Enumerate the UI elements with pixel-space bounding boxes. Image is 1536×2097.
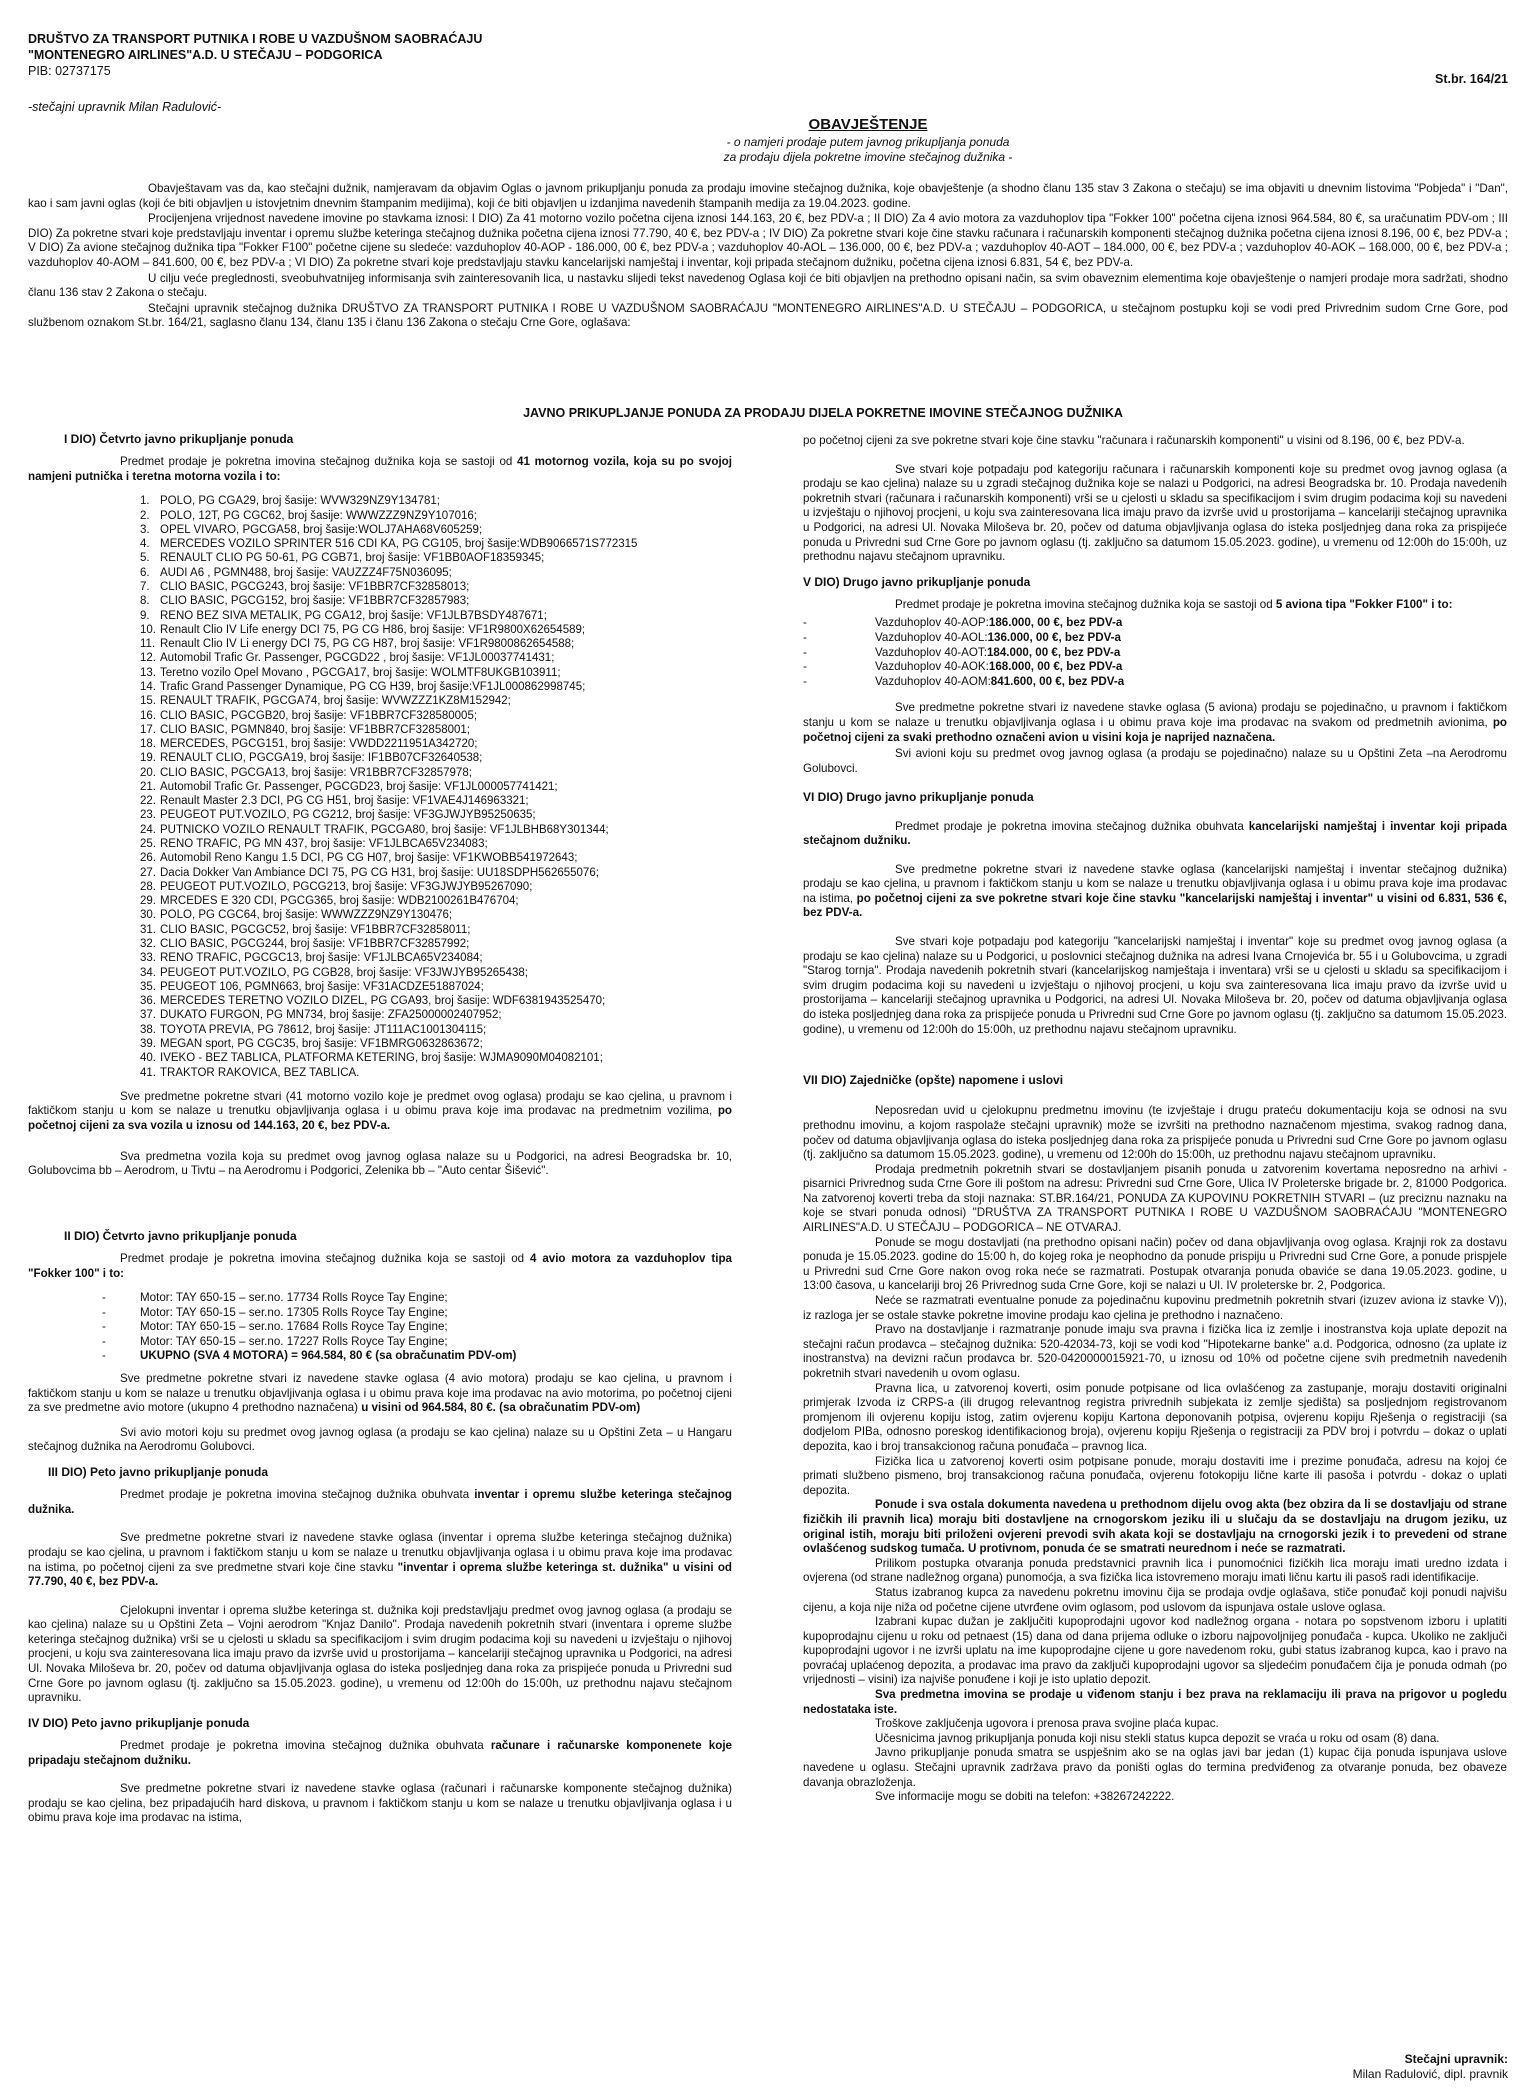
- org-pib: PIB: 02737175: [28, 63, 111, 78]
- part4-heading: IV DIO) Peto javno prikupljanje ponuda: [28, 1715, 250, 1730]
- vehicle-number: 9.: [140, 609, 150, 622]
- aircraft-name: Vazduhoplov 40-AOL:: [875, 631, 988, 645]
- vehicle-number: 28.: [140, 880, 156, 893]
- vehicle-item: [28, 1023, 732, 1037]
- vehicle-item: [28, 851, 732, 865]
- list-dash: -: [803, 616, 807, 630]
- document-header: [28, 32, 628, 79]
- vehicle-item: [28, 1037, 732, 1051]
- vehicle-number: 18.: [140, 738, 156, 751]
- vehicle-number: 29.: [140, 895, 156, 908]
- right-column: [803, 434, 1507, 1805]
- aircraft-price: 184.000, 00 €, bez PDV-a: [986, 645, 1121, 659]
- vehicle-number: 36.: [140, 995, 156, 1008]
- part7-paragraph: Izabrani kupac dužan je zaključiti kupoprodajni ugovor kod nadležnog organa - notara po sopstvenom izboru i uplatiti kupoprodajnu cijenu u roku od petnaest (15) dana od dana prijema odluke o izboru najpovoljnijeg ponuđača - kupca. Ukoliko ne zaključi kupoprodajni ugovor i ne izvrši uplatu na ime kupoprodajne cijene u gore navedenom roku, gubi status izabranog kupca, kao i pravo na povraćaj uplaćenog depozita, a prodavac ima pravo da zaključi kupoprodajni ugovor sa sljedećim ponuđačem čija je ponuda odmah (po vrijednosti – visini) iza najviše ponuđene i koji je isto uplatio depozit.: [803, 1615, 1507, 1687]
- signature-block: [1353, 2052, 1508, 2082]
- vehicle-text: Teretno vozilo Opel Movano , PGCGA17, broj šasije: WOLMTF8UKGB103911;: [160, 666, 561, 679]
- aircraft-name: Vazduhoplov 40-AOK:: [875, 660, 989, 674]
- vehicle-number: 33.: [140, 952, 156, 965]
- part4-location: Sve stvari koje potpadaju pod kategoriju računara i računarskih komponenti koje su predmet ovog javnog oglasa (a prodaju se kao cjelina) nalaze su u zgradi stečajnog dužnika koje se nalazi u Podgorici, na adresi Beogradska br. 10. Prodaja navedenih pokretnih stvari (računara i računarskih komponenti) vrši se u cjelosti u skladu sa specifikacijom i svim drugim podacima koji su navedeni u izvještaju o njihovoj procjeni, u koju sva zainteresovana lica imaju pravo da izvrše uvid u prostorijama – kancelariji stečajnog upravnika u Podgorici, na adresi Ul. Novaka Miloševa br. 20, počev od datuma objavljivanja oglasa do isteka posljednjeg dana roka za prispijeće ponuda u Privredni sud Crne Gore po javnom oglasu (tj. zaključno sa datumom 15.05.2023. godine), u vremenu od 12:00h do 15:00h, uz prethodnu najavu stečajnom upravniku.: [803, 462, 1507, 564]
- part5-paragraph: Sve predmetne pokretne stvari iz navedene stavke oglasa (5 aviona) prodaju se pojedinačno, u pravnom i faktičkom stanju u kom se nalaze u trenutku objavljivanja oglasa i u obimu prava koje ima prodavac na svakom od predmetnih avionima, po početnoj cijeni za svaki prethodno označeni avion u visini koja je naprijed naznačena.: [803, 701, 1507, 744]
- part6-location: Sve stvari koje potpadaju pod kategoriju "kancelarijski namještaj i inventar" koje su predmet ovog javnog oglasa (a prodaju se kao cjelina) nalaze su u Podgorici, u poslovnici stečajnog dužnika na adresi Ivana Crnojevića br. 55 i u Golubovcima, u zgradi "Starog tornja". Prodaja navedenih pokretnih stvari (kancelarijskog namještaja i inventara) vrši se u cjelosti u skladu sa specifikacijom i svim drugim podacima koji su navedeni u izvještaju o njihovoj procjeni, u koju sva zainteresovana lica imaju pravo da izvrše uvid u prostorijama – kancelariji stečajnog upravnika u Podgorici, na adresi Ul. Novaka Miloševa br. 20, počev od datuma objavljivanja oglasa do isteka posljednjeg dana roka za prispijeće ponuda u Privredni sud Crne Gore po javnom oglasu (tj. zaključno sa datumom 15.05.2023. godine), u vremenu od 12:00h do 15:00h, uz prethodnu najavu stečajnom upravniku.: [803, 935, 1507, 1036]
- vehicle-item: [28, 866, 732, 880]
- part1-heading: I DIO) Četvrto javno prikupljanje ponuda: [64, 432, 294, 446]
- vehicle-number: 20.: [140, 766, 156, 779]
- part7-heading: VII DIO) Zajedničke (opšte) napomene i uslovi: [803, 1073, 1064, 1088]
- list-dash: -: [803, 631, 807, 645]
- vehicle-number: 34.: [140, 966, 156, 979]
- vehicle-number: 24.: [140, 823, 156, 836]
- vehicle-item: [28, 637, 732, 651]
- engine-text: Motor: TAY 650-15 – ser.no. 17684 Rolls Royce Tay Engine;: [140, 1320, 448, 1334]
- vehicle-number: 14.: [140, 680, 156, 693]
- main-heading: JAVNO PRIKUPLJANJE PONUDA ZA PRODAJU DIJELA POKRETNE IMOVINE STEČAJNOG DUŽNIKA: [523, 406, 1123, 420]
- vehicle-item: [28, 794, 732, 808]
- engine-text: Motor: TAY 650-15 – ser.no. 17734 Rolls Royce Tay Engine;: [140, 1291, 448, 1305]
- vehicle-text: RENAULT TRAFIK, PGCGA74, broj šasije: WVWZZZ1KZ8M152942;: [160, 695, 511, 708]
- notice-subtitle-1: - o namjeri prodaje putem javnog prikupljanja ponuda: [726, 134, 1010, 149]
- part7-paragraph: Sva predmetna imovina se prodaje u viđenom stanju i bez prava na reklamaciju ili prava na prigovor u pogledu nedostataka iste.: [803, 1688, 1507, 1716]
- vehicle-text: AUDI A6 , PGMN488, broj šasije: VAUZZZ4F75N036095;: [160, 566, 452, 579]
- vehicle-item: [28, 951, 732, 965]
- vehicle-item: [28, 551, 732, 565]
- vehicle-text: PEUGEOT PUT.VOZILO, PG CG212, broj šasije: VF3GJWJYB95250635;: [160, 809, 536, 822]
- vehicle-item: [28, 594, 732, 608]
- org-name-line2: "MONTENEGRO AIRLINES"A.D. U STEČAJU – PODGORICA: [28, 47, 383, 62]
- notice-title: OBAVJEŠTENJE: [808, 116, 928, 133]
- vehicle-number: 32.: [140, 938, 156, 951]
- vehicle-item: [28, 623, 732, 637]
- part7-paragraph: Prodaja predmetnih pokretnih stvari se dostavljanjem pisanih ponuda u zatvorenim kovertama neposredno na arhivi - pisarnici Privrednog suda Crne Gore ili poštom na adresu: Privredni sud Crne Gore, Ulica IV Proleterske brigade br. 2, 81000 Podgorica. Na zatvorenoj koverti treba da stoji naznaka: ST.BR.164/21, PONUDA ZA KUPOVINU POKRETNIH STVARI – (uz preciznu naznaku na koje se stvari ponuda odnosi) "DRUŠTVA ZA TRANSPORT PUTNIKA I ROBE U VAZDUŠNOM SAOBRAĆAJU "MONTENEGRO AIRLINES"A.D. U STEČAJU – PODGORICA – NE OTVARAJ.: [803, 1162, 1507, 1235]
- aircraft-price: 841.600, 00 €, bez PDV-a: [990, 674, 1125, 688]
- vehicle-number: 40.: [140, 1052, 156, 1065]
- aircraft-name: Vazduhoplov 40-AOM:: [875, 674, 991, 688]
- intro-paragraph: Obavještavam vas da, kao stečajni dužnik, namjeravam da objavim Oglas o javnom prikupljanju ponuda za prodaju imovine stečajnog dužnika, koje obavještenje (a shodno članu 135 stav 3 Zakona o stečaju) se ima objaviti u dnevnim listovima "Pobjeda" i "Dan", kao i sam javni oglas (koji će biti objavljen u istovjetnim dnevnim štampanim medijima), koji će biti objavljen u izdanjima navedenih štampanih medija za 19.04.2023. godine.: [28, 182, 1508, 210]
- engine-text: Motor: TAY 650-15 – ser.no. 17227 Rolls Royce Tay Engine;: [140, 1334, 448, 1348]
- aircraft-price: 186.000, 00 €, bez PDV-a: [988, 616, 1123, 630]
- vehicle-text: CLIO BASIC, PGMN840, broj šasije: VF1BBR7CF32858001;: [160, 723, 471, 736]
- list-dash: -: [102, 1320, 106, 1334]
- part6-paragraph: Sve predmetne pokretne stvari iz navedene stavke oglasa (kancelarijski namještaj i inventar stečajnog dužnika) prodaju se kao cjelina, u pravnom i faktičkom stanju u kom se nalaze u trenutku objavljivanja oglasa i u obimu prava koje ima prodavac na istima, po početnoj cijeni za sve pokretne stvari koje čine stavku "kancelarijski namještaj i inventar" u visini od 6.831, 536 €, bez PDV-a.: [803, 862, 1507, 920]
- notice-title-block: [28, 116, 1508, 165]
- part7-paragraph: Prilikom postupka otvaranja ponuda predstavnici pravnih lica i punomoćnici fizičkih lica moraju imati uredno izdata i ovjerena (od strane nadležnog organa) punomoćja, a sva fizička lica istovremeno moraju imati ličnu kartu ili pasoš radi identifikacije.: [803, 1556, 1507, 1585]
- vehicle-text: TOYOTA PREVIA, PG 78612, broj šasije: JT111AC1001304115;: [160, 1023, 487, 1036]
- vehicle-text: Renault Clio IV Life energy DCI 75, PG CG H86, broj šasije: VF1R9800X62654589;: [160, 623, 586, 636]
- vehicle-text: CLIO BASIC, PGCG152, broj šasije: VF1BBR7CF32857983;: [160, 595, 470, 608]
- notice-page: [28, 32, 1508, 2082]
- vehicle-number: 3.: [140, 523, 150, 536]
- vehicle-item: [28, 780, 732, 794]
- part7-paragraph: Ponude se mogu dostavljati (na prethodno opisani način) počev od dana objavljivanja ovog oglasa. Krajnji rok za dostavu ponuda je 15.05.2023. godine do 15:00 h, do kojeg roka je neophodno da ponude prispiju u Privredni sud Crne Gore, a ponude prispjele u Privredni sud Crne Gore nakon ovog roka neće se razmatrati. Postupak otvaranja ponuda obaviće se dana 19.05.2023. godine, u 13:00 časova, u kancelariji broj 26 Privrednog suda Crne Gore, koji se nalazi u Ul. IV proleterske br. 2, Podgorica.: [803, 1235, 1507, 1293]
- part7-paragraph: Neće se razmatrati eventualne ponude za pojedinačnu kupovinu predmetnih pokretnih stvari (izuzev aviona iz stavke V)), iz razloga jer se ostale stavke pokretne imovine prodaju kao cjelina je prethodno i naznačeno.: [803, 1294, 1507, 1322]
- vehicle-item: [28, 566, 732, 580]
- engine-item: [28, 1291, 732, 1306]
- engine-list: [28, 1291, 732, 1364]
- vehicle-number: 5.: [140, 552, 150, 565]
- vehicle-number: 16.: [140, 709, 156, 722]
- part7-paragraph: Ponude i sva ostala dokumenta navedena u prethodnom dijelu ovog akta (bez obzira da li se dostavljaju od strane fizičkih ili pravnih lica) moraju biti dostavljene na crnogorskom jeziku ili u slučaju da se dostavljaju na drugom jeziku, uz original istih, moraju biti priloženi ovjereni prevodi svih akata koji se dostavljaju na crnogorski jezik i to prevedeni od strane ovlašćenog sudskog tumača. U protivnom, ponuda će se smatrati neurednom i neće se razmatrati.: [803, 1498, 1507, 1556]
- vehicle-text: Renault Clio IV Li energy DCI 75, PG CG H87, broj šasije: VF1R9800862654588;: [160, 638, 575, 651]
- case-number: St.br. 164/21: [1435, 72, 1508, 86]
- vehicle-number: 8.: [140, 595, 150, 608]
- list-dash: -: [803, 674, 807, 688]
- list-dash: -: [803, 660, 807, 674]
- part7-paragraph: Pravo na dostavljanje i razmatranje ponude imaju sva pravna i fizička lica iz zemlje i inostranstva koja uplate depozit na stečajni račun prodavca – stečajnog dužnika: 520-42034-73, koji se vodi kod "Hipotekarne banke" a.d. Podgorica, odnosno (za uplate iz inostranstva) na devizni račun prodavca br. 520-0420000015921-70, u iznosu od 10% od početne cijene svih predmetnih navedenih pokretnih stvari navedenih u ovom oglasu.: [803, 1323, 1507, 1381]
- vehicle-item: [28, 1051, 732, 1065]
- engine-item: [28, 1320, 732, 1335]
- vehicle-text: CLIO BASIC, PGCGC52, broj šasije: VF1BBR7CF32858011;: [160, 923, 471, 936]
- vehicle-item: [28, 694, 732, 708]
- part3-location: Cjelokupni inventar i oprema službe keteringa st. dužnika koji predstavljaju predmet ovog javnog oglasa (a prodaju se kao cjelina) nalaze su u Opštini Zeta – Vojni aerodrom "Knjaz Danilo". Prodaja navedenih pokretnih stvari (inventara i opreme službe keteringa stečajnog dužnika) vrši se u cjelosti u skladu sa specifikacijom i svim drugim podacima koji su navedeni u izvještaju o njihovoj procjeni, u koju sva zainteresovana lica imaju pravo da izvrše uvid u prostorijama – kancelariji stečajnog upravnika u Podgorici, na adresi Ul. Novaka Miloševa br. 20, počev od datuma objavljivanja oglasa do isteka posljednjeg dana roka za prispijeće ponuda u Privredni sud Crne Gore po javnom oglasu (tj. zaključno sa 15.05.2023. godine), u vremenu od 12:00h do 15:00h, uz prethodnu najavu stečajnom upravniku.: [28, 1603, 732, 1705]
- aircraft-item: [803, 675, 1507, 690]
- part7-paragraph: Sve informacije mogu se dobiti na telefon: +38267242222.: [875, 1790, 1175, 1804]
- aircraft-item: [803, 646, 1507, 661]
- part5-location: Svi avioni koju su predmet ovog javnog oglasa (a prodaju se pojedinačno) nalaze su u Opštini Zeta –na Aerodromu Golubovci.: [803, 747, 1507, 775]
- vehicle-item: [28, 908, 732, 922]
- engine-total: [28, 1349, 732, 1364]
- vehicle-text: RENAULT CLIO PG 50-61, PG CGB71, broj šasije: VF1BB0AOF18359345;: [160, 552, 545, 565]
- vehicle-number: 38.: [140, 1023, 156, 1036]
- vehicle-item: [28, 994, 732, 1008]
- part3-paragraph: Sve predmetne pokretne stvari iz navedene stavke oglasa (inventar i oprema službe keteringa stečajnog dužnika) prodaju se kao cjelina, u pravnom i faktičkom stanju u kom se nalaze u trenutku objavljivanja oglasa i u obimu prava koje ima prodavac na istima, po početnoj cijeni za sve predmetne stvari koje čine stavku "inventar i oprema službe keteringa st. dužnika" u visini od 77.790, 40 €, bez PDV-a.: [28, 1531, 732, 1589]
- vehicle-item: [28, 837, 732, 851]
- vehicle-text: MERCEDES TERETNO VOZILO DIZEL, PG CGA93, broj šasije: WDF6381943525470;: [160, 995, 606, 1008]
- part5-paragraph: Predmet prodaje je pokretna imovina stečajnog dužnika koja se sastoji od 5 aviona tipa "Fokker F100" i to:: [895, 597, 1453, 611]
- vehicle-number: 22.: [140, 795, 156, 808]
- vehicle-number: 10.: [140, 623, 156, 636]
- notice-subtitle-2: za prodaju dijela pokretne imovine stečajnog dužnika -: [723, 150, 1013, 164]
- vehicle-item: [28, 766, 732, 780]
- vehicle-text: CLIO BASIC, PGCGA13, broj šasije: VR1BBR7CF32857978;: [160, 766, 472, 779]
- vehicle-number: 31.: [140, 923, 156, 936]
- part7-paragraph: Fizička lica u zatvorenoj koverti osim potpisane ponude, moraju dostaviti ime i prezime ponuđača, adresu na kojoj će primati službeno pismeno, broj transakcionog računa ponuđača, ovjerenu fotokopiju lične karte ili pasoša i potvrdu - dokaz o uplati depozita.: [803, 1454, 1507, 1497]
- vehicle-number: 11.: [140, 638, 156, 651]
- vehicle-text: PUTNICKO VOZILO RENAULT TRAFIK, PGCGA80, broj šasije: VF1JLBHB68Y301344;: [160, 823, 609, 836]
- engine-text: Motor: TAY 650-15 – ser.no. 17305 Rolls Royce Tay Engine;: [140, 1305, 448, 1319]
- vehicle-text: MRCEDES E 320 CDI, PGCG365, broj šasije: WDB2100261B476704;: [160, 895, 519, 908]
- vehicle-text: Automobil Reno Kangu 1.5 DCI, PG CG H07, broj šasije: VF1KWOBB541972643;: [160, 852, 578, 865]
- part3-heading: III DIO) Peto javno prikupljanje ponuda: [48, 1465, 269, 1480]
- part2-heading: II DIO) Četvrto javno prikupljanje ponuda: [64, 1228, 297, 1243]
- part1-location: Sva predmetna vozila koja su predmet ovog javnog oglasa nalaze su u Podgorici, na adresi Beogradska br. 10, Golubovcima bb – Aerodrom, u Tivtu – na Aerodromu i Podgorici, Zelenika bb – "Auto centar Šišević".: [28, 1149, 732, 1178]
- vehicle-number: 27.: [140, 866, 156, 879]
- vehicle-text: PEUGEOT PUT.VOZILO, PGCG213, broj šasije: VF3GJWJYB95267090;: [160, 880, 533, 893]
- vehicle-item: [28, 880, 732, 894]
- intro-paragraph: Procijenjena vrijednost navedene imovine po stavkama iznosi: I DIO) Za 41 motorno vozilo početna cijena iznosi 144.163, 20 €, bez PDV-a ; II DIO) Za 4 avio motora za vazduhoplov tipa "Fokker 100" početna cijena iznosi 964.584, 80 €, sa uračunatim PDV-om ; III DIO) Za pokretne stvari koje predstavljaju inventar i opremu službe keteringa stečajnog dužnika početna cijena iznosi 77.790, 40 €, bez PDV-a ; IV DIO) Za pokretne stvari koje čine stavku računara i računarskih komponenti stečajnog dužnika početna cijena iznosi 8.196, 00 €, bez PDV-a ; V DIO) Za avione stečajnog dužnika tipa "Fokker F100" početne cijene su sledeće: vazduhoplov 40-AOP - 186.000, 00 €, bez PDV-a ; vazduhoplov 40-AOL – 136.000, 00 €, bez PDV-a ; vazduhoplov 40-AOT – 184.000, 00 €, bez PDV-a ; vazduhoplov 40-AOK – 168.000, 00 €, bez PDV-a ; vazduhoplov 40-AOM – 841.600, 00 €, bez PDV-a ; VI DIO) Za pokretne stvari koje predstavljaju stavku kancelarijski namještaj i inventar, koji pripada stečajnom dužniku, početna cijena iznosi 6.831, 54 €, bez PDV-a.: [28, 212, 1508, 269]
- vehicle-item: [28, 537, 732, 551]
- vehicle-item: [28, 966, 732, 980]
- engine-item: [28, 1306, 732, 1321]
- aircraft-item: [803, 660, 1507, 675]
- vehicle-number: 15.: [140, 695, 156, 708]
- vehicle-number: 41.: [140, 1066, 156, 1079]
- part2-paragraph: Predmet prodaje je pokretna imovina stečajnog dužnika koja se sastoji od 4 avio motora za vazduhoplov tipa "Fokker 100" i to:: [28, 1251, 732, 1280]
- vehicle-item: [28, 666, 732, 680]
- aircraft-price: 136.000, 00 €, bez PDV-a: [987, 631, 1121, 645]
- vehicle-text: CLIO BASIC, PGCGB20, broj šasije: VF1BBR7CF328580005;: [160, 709, 478, 722]
- vehicle-text: POLO, PG CGC64, broj šasije: WWWZZZ9NZ9Y130476;: [160, 909, 453, 922]
- aircraft-name: Vazduhoplov 40-AOT:: [875, 645, 987, 659]
- vehicle-item: [28, 651, 732, 665]
- aircraft-item: [803, 631, 1507, 646]
- vehicle-text: CLIO BASIC, PGCG243, broj šasije: VF1BBR7CF32858013;: [160, 580, 470, 593]
- vehicle-text: Renault Master 2.3 DCI, PG CG H51, broj šasije: VF1VAE4J146963321;: [160, 795, 529, 808]
- vehicle-item: [28, 737, 732, 751]
- vehicle-item: [28, 494, 732, 508]
- part7-paragraph: Neposredan uvid u cjelokupnu predmetnu imovinu (te izvještaje i drugu prateću dokumentaciju koja se odnosi na svu prethodnu imovinu, a kojom raspolaže stečajni upravnik) može se izvršiti na prethodno naznačenom mjestima, svakog radnog dana, počev od datuma objavljivanja oglasa do isteka posljednjeg dana roka za prispijeće ponuda u Privredni sud Crne Gore po javnom oglasu (tj. zaključno sa datumom 15.05.2023. godine), u vremenu od 12:00h do 15:00h, uz prethodnu najavu stečajnom upravniku.: [803, 1104, 1507, 1162]
- vehicle-number: 37.: [140, 1009, 156, 1022]
- part4-paragraph: Predmet prodaje je pokretna imovina stečajnog dužnika obuhvata računare i računarske komponenete koje pripadaju stečajnom dužniku.: [28, 1738, 732, 1767]
- vehicle-text: Trafic Grand Passenger Dynamique, PG CG H39, broj šasije:VF1JL000862998745;: [160, 680, 586, 693]
- vehicle-number: 13.: [140, 666, 156, 679]
- vehicle-text: Dacia Dokker Van Ambiance DCI 75, PG CG H31, broj šasije: UU18SDPH562655076;: [160, 866, 599, 879]
- part7-paragraph: Javno prikupljanje ponuda smatra se uspješnim ako se na oglas javi bar jedan (1) kupac čija ponuda ispunjava uslove navedene u oglasu. Stečajni upravnik zadržava pravo da poništi oglas do termina predviđenog za otvaranje ponuda, bez obaveze davanja obrazloženja.: [803, 1746, 1507, 1789]
- intro-paragraph: Stečajni upravnik stečajnog dužnika DRUŠTVO ZA TRANSPORT PUTNIKA I ROBE U VAZDUŠNOM SAOBRAĆAJU "MONTENEGRO AIRLINES"A.D. U STEČAJU – PODGORICA, u stečajnom postupku koji se vodi pred Privrednim sudom Crne Gore, pod službenom oznakom St.br. 164/21, saglasno članu 134, članu 135 i članu 136 Zakona o stečaju Crne Gore, oglašava:: [28, 301, 1508, 330]
- part2-location: Svi avio motori koju su predmet ovog javnog oglasa (a prodaju se kao cjelina) nalaze su u Opštini Zeta – u Hangaru stečajnog dužnika na Aerodromu Golubovci.: [28, 1425, 732, 1454]
- vehicle-number: 1.: [140, 495, 150, 508]
- vehicle-text: TRAKTOR RAKOVICA, BEZ TABLICA.: [160, 1066, 360, 1079]
- intro-section: [28, 182, 1508, 332]
- engine-total-text: UKUPNO (SVA 4 MOTORA) = 964.584, 80 € (sa obračunatim PDV-om): [140, 1349, 517, 1363]
- vehicle-item: [28, 808, 732, 822]
- vehicle-item: [28, 923, 732, 937]
- part1-paragraph: Predmet prodaje je pokretna imovina stečajnog dužnika koja se sastoji od 41 motornog vozila, koja su po svojoj namjeni putnička i teretna motorna vozila i to:: [28, 455, 732, 483]
- vehicle-item: [28, 980, 732, 994]
- vehicle-number: 12.: [140, 652, 156, 665]
- vehicle-item: [28, 523, 732, 537]
- aircraft-price: 168.000, 00 €, bez PDV-a: [988, 660, 1123, 674]
- part1-paragraph: Sve predmetne pokretne stvari (41 motorno vozilo koje je predmet ovog oglasa) prodaju se kao cjelina, u pravnom i faktičkom stanju u kom se nalaze u trenutku objavljivanja oglasa i u obimu prava koje ima prodavac na predmetnim vozilima, po početnoj cijeni za sva vozila u iznosu od 144.163, 20 €, bez PDV-a.: [28, 1089, 732, 1133]
- vehicle-text: MERCEDES, PGCG151, broj šasije: VWDD2211951A342720;: [160, 738, 478, 751]
- part7-paragraph: Pravna lica, u zatvorenoj koverti, osim ponude potpisane od lica ovlašćenog za zastupanje, moraju dostaviti originalni primjerak Izvoda iz CRPS-a (ili drugog relevantnog registra privrednih subjekata iz zemlje sjedišta) sa posljednjom registrovanom promjenom ili ovjerenu kopiju istog, zatim ovjerenu kopiju Kartona deponovanih potpisa, ovjerenu kopiju Rješenja o registraciji (sa dodjelom PIBa, odnosno poreskog identifikacionog broja), ovjerenu kopiju Rješenja o registraciji za PDV broj i potvrdu – dokaz o uplati depozita, kao i broj transakcionog računa ponuđača – pravnog lica.: [803, 1381, 1507, 1453]
- part7-paragraph: Status izabranog kupca za navedenu pokretnu imovinu čija se prodaja ovdje oglašava, stiče ponuđač koji ponudi najvišu cijenu, a koja nije niža od početne cijene utvrđene ovim oglasom, pod uslovom da ispunjava ostale uslove oglasa.: [803, 1585, 1507, 1614]
- part6-paragraph: Predmet prodaje je pokretna imovina stečajnog dužnika obuhvata kancelarijski namještaj i inventar koji pripada stečajnom dužniku.: [803, 819, 1508, 848]
- vehicle-number: 7.: [140, 580, 150, 593]
- org-name-line1: DRUŠTVO ZA TRANSPORT PUTNIKA I ROBE U VAZDUŠNOM SAOBRAĆAJU: [28, 32, 483, 46]
- vehicle-item: [28, 894, 732, 908]
- vehicle-text: POLO, PG CGA29, broj šasije: WVW329NZ9Y134781;: [160, 495, 440, 508]
- vehicle-number: 17.: [140, 723, 156, 736]
- vehicle-text: RENAULT CLIO, PGCGA19, broj šasije: IF1BB07CF32640538;: [160, 752, 483, 765]
- part5-heading: V DIO) Drugo javno prikupljanje ponuda: [803, 574, 1031, 589]
- vehicle-text: CLIO BASIC, PGCG244, broj šasije: VF1BBR7CF32857992;: [160, 938, 470, 951]
- vehicle-text: Automobil Trafic Gr. Passenger, PGCGD23, broj šasije: VF1JL000057741421;: [160, 780, 558, 793]
- vehicle-number: 25.: [140, 838, 156, 851]
- vehicle-item: [28, 937, 732, 951]
- part3-paragraph: Predmet prodaje je pokretna imovina stečajnog dužnika obuhvata inventar i opremu službe keteringa stečajnog dužnika.: [28, 1488, 732, 1516]
- vehicle-list: [28, 494, 732, 1080]
- part4-price: po početnoj cijeni za sve pokretne stvari koje čine stavku "računara i računarskih komponenti" u visini od 8.196, 00 €, bez PDV-a.: [803, 434, 1465, 447]
- vehicle-item: [28, 709, 732, 723]
- vehicle-number: 26.: [140, 852, 156, 865]
- vehicle-text: Automobil Trafic Gr. Passenger, PGCGD22 , broj šasije: VF1JL00037741431;: [160, 652, 555, 665]
- list-dash: -: [102, 1291, 106, 1305]
- aircraft-list: [803, 616, 1507, 689]
- aircraft-name: Vazduhoplov 40-AOP:: [875, 616, 989, 630]
- vehicle-number: 35.: [140, 980, 156, 993]
- intro-paragraph: U cilju veće preglednosti, sveobuhvatnijeg informisanja svih zainteresovanih lica, u nastavku slijedi tekst navedenog Oglasa koji će biti objavljen na prethodno opisani način, sa svim obaveznim elementima koje obavještenje o namjeri prodaje mora sadržati, shodno članu 136 stav 2 Zakona o stečaju.: [28, 271, 1508, 300]
- vehicle-item: [28, 680, 732, 694]
- vehicle-number: 4.: [140, 538, 150, 551]
- part7-paragraph: Troškove zaključenja ugovora i prenosa prava svojine plaća kupac.: [875, 1717, 1219, 1731]
- signature-name: Milan Radulović, dipl. pravnik: [1352, 2066, 1508, 2081]
- vehicle-text: OPEL VIVARO, PGCGA58, broj šasije:WOLJ7AHA68V605259;: [160, 523, 483, 536]
- vehicle-text: DUKATO FURGON, PG MN734, broj šasije: ZFA25000002407952;: [160, 1009, 502, 1022]
- vehicle-item: [28, 580, 732, 594]
- vehicle-text: PEUGEOT PUT.VOZILO, PG CGB28, broj šasije: VF3JWJYB95265438;: [160, 966, 528, 979]
- administrator-line: -stečajni upravnik Milan Radulović-: [28, 100, 222, 114]
- part7-paragraph: Učesnicima javnog prikupljanja ponuda koji nisu stekli status kupca depozit se vraća u roku od osam (8) dana.: [875, 1731, 1440, 1745]
- list-dash: -: [803, 645, 807, 659]
- part2-paragraph: Sve predmetne pokretne stvari iz navedene stavke oglasa (4 avio motora) prodaju se kao cjelina, u pravnom i faktičkom stanju u kom se nalaze u trenutku objavljivanja oglasa i u obimu prava koje ima prodavac na avio motorima, po početnoj cijeni za sve predmetne avio motore (ukupno 4 prethodno naznačena) u visini od 964.584, 80 €. (sa obračunatim PDV-om): [28, 1372, 732, 1415]
- vehicle-item: [28, 509, 732, 523]
- aircraft-item: [803, 616, 1507, 631]
- part7-body: [803, 1104, 1507, 1805]
- signature-label: Stečajni upravnik:: [1404, 2051, 1508, 2066]
- vehicle-number: 21.: [140, 780, 156, 793]
- list-dash: -: [102, 1334, 106, 1348]
- vehicle-text: IVEKO - BEZ TABLICA, PLATFORMA KETERING, broj šasije: WJMA9090M04082101;: [160, 1052, 603, 1065]
- vehicle-item: [28, 609, 732, 623]
- vehicle-number: 23.: [140, 809, 156, 822]
- vehicle-item: [28, 723, 732, 737]
- vehicle-text: PEUGEOT 106, PGMN663, broj šasije: VF31ACDZE51887024;: [160, 980, 484, 993]
- vehicle-text: RENO TRAFIC, PG MN 437, broj šasije: VF1JLBCA65V234083;: [160, 838, 488, 851]
- vehicle-item: [28, 1008, 732, 1022]
- list-dash: -: [102, 1305, 106, 1319]
- engine-item: [28, 1335, 732, 1350]
- vehicle-number: 2.: [140, 509, 150, 522]
- vehicle-item: [28, 1066, 732, 1080]
- list-dash: -: [102, 1349, 106, 1363]
- vehicle-text: RENO BEZ SIVA METALIK, PG CGA12, broj šasije: VF1JLB7BSDY487671;: [160, 609, 547, 622]
- vehicle-number: 6.: [140, 566, 150, 579]
- vehicle-text: MEGAN sport, PG CGC35, broj šasije: VF1BMRG0632863672;: [160, 1037, 483, 1050]
- vehicle-number: 19.: [140, 752, 156, 765]
- vehicle-item: [28, 823, 732, 837]
- vehicle-number: 30.: [140, 909, 156, 922]
- part6-heading: VI DIO) Drugo javno prikupljanje ponuda: [803, 790, 1034, 805]
- vehicle-text: RENO TRAFIC, PGCGC13, broj šasije: VF1JLBCA65V234084;: [160, 952, 483, 965]
- vehicle-number: 39.: [140, 1037, 156, 1050]
- vehicle-text: MERCEDES VOZILO SPRINTER 516 CDI KA, PG CG105, broj šasije:WDB9066571S772315: [160, 538, 638, 551]
- part4-paragraph: Sve predmetne pokretne stvari iz navedene stavke oglasa (računari i računarske komponente stečajnog dužnika) prodaju se kao cjelina, bez pripadajućih hard diskova, u pravnom i faktičkom stanju u kom se nalaze u trenutku objavljivanja oglasa i u obimu prava koje ima prodavac na istima,: [28, 1782, 732, 1825]
- vehicle-item: [28, 751, 732, 765]
- vehicle-text: POLO, 12T, PG CGC62, broj šasije: WWWZZZ9NZ9Y107016;: [160, 509, 477, 522]
- left-column: [28, 432, 732, 1836]
